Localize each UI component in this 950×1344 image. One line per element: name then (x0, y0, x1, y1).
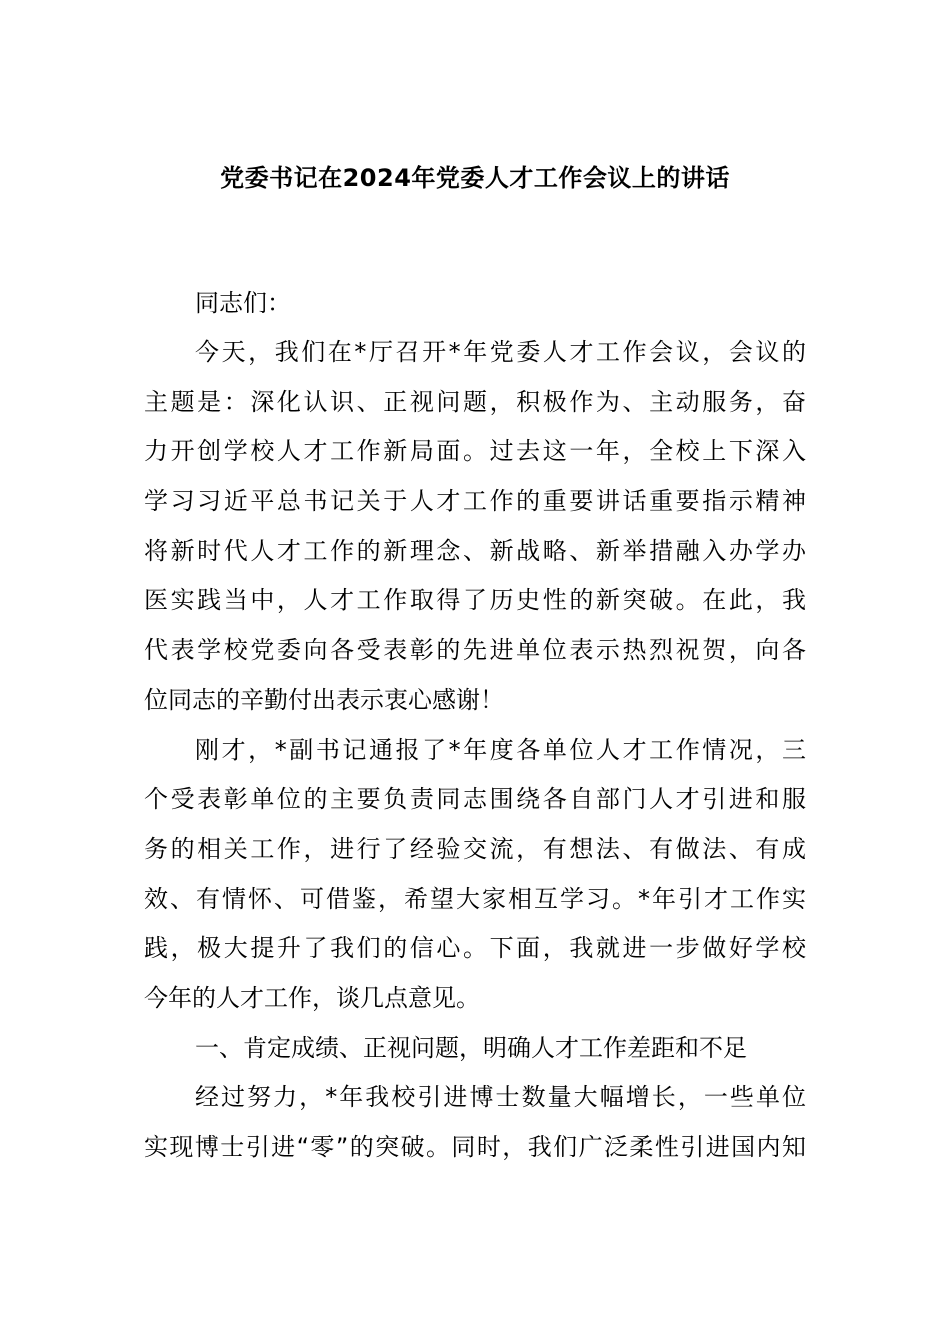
paragraph-line: 代表学校党委向各受表彰的先进单位表示热烈祝贺，向各 (144, 636, 806, 665)
paragraph-line: 将新时代人才工作的新理念、新战略、新举措融入办学办 (144, 536, 806, 565)
paragraph-line: 经过努力，*年我校引进博士数量大幅增长，一些单位 (195, 1083, 806, 1112)
paragraph-line: 学习习近平总书记关于人才工作的重要讲话重要指示精神 (144, 487, 806, 516)
document-title: 党委书记在2024年党委人才工作会议上的讲话 (220, 164, 730, 192)
salutation: 同志们： (195, 289, 291, 317)
paragraph-line: 务的相关工作，进行了经验交流，有想法、有做法、有成 (144, 834, 806, 863)
paragraph-line: 效、有情怀、可借鉴，希望大家相互学习。*年引才工作实 (144, 884, 806, 913)
paragraph-line: 医实践当中，人才工作取得了历史性的新突破。在此，我 (144, 586, 806, 615)
paragraph-line: 践，极大提升了我们的信心。下面，我就进一步做好学校 (144, 934, 806, 963)
paragraph-line: 刚才，*副书记通报了*年度各单位人才工作情况，三 (195, 735, 806, 764)
paragraph-line: 力开创学校人才工作新局面。过去这一年，全校上下深入 (144, 437, 806, 466)
paragraph-line: 今天，我们在*厅召开*年党委人才工作会议，会议的 (195, 338, 806, 366)
paragraph-line: 实现博士引进“零”的突破。同时，我们广泛柔性引进国内知 (144, 1133, 806, 1161)
paragraph-line: 位同志的辛勤付出表示衷心感谢！ (144, 685, 504, 714)
section-heading: 一、肯定成绩、正视问题，明确人才工作差距和不足 (195, 1033, 747, 1062)
paragraph-line: 主题是：深化认识、正视问题，积极作为、主动服务，奋 (144, 387, 806, 416)
document-body (144, 332, 806, 1177)
paragraph-line: 个受表彰单位的主要负责同志围绕各自部门人才引进和服 (144, 785, 806, 814)
paragraph-line: 今年的人才工作，谈几点意见。 (144, 983, 480, 1012)
